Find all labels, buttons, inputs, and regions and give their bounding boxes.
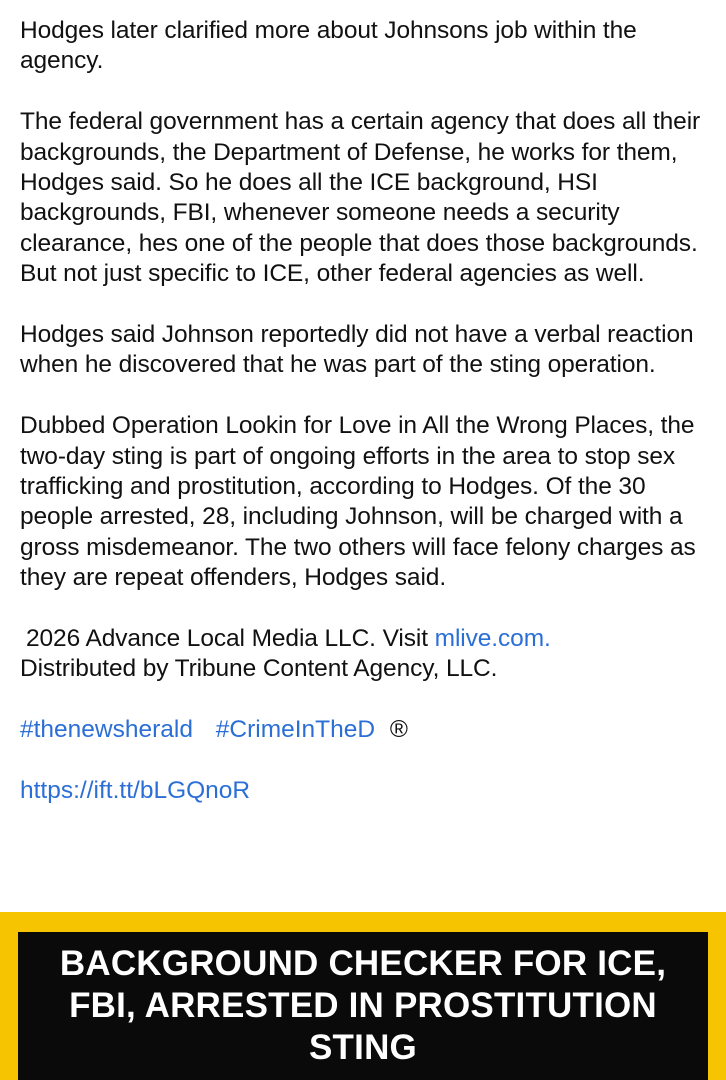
mlive-link[interactable]: mlive.com. bbox=[434, 625, 551, 653]
paragraph-3: Hodges said Johnson reportedly did not have a verbal reaction when he discovered that he was part of the sting operation. bbox=[20, 321, 694, 379]
paragraph-4: Dubbed Operation Lookin for Love in All the Wrong Places, the two-day sting is part of ongoing efforts in the area to stop sex trafficking and prostitution, according to Hodges. Of the 30 people arrested, 28, including Johnson, will be charged with a gross misdemeanor. The two others will face felony charges as they are repeat offenders, Hodges said. bbox=[20, 412, 696, 592]
hashtag-crimeinthed[interactable]: #CrimeInTheD bbox=[215, 716, 376, 744]
headline-text: BACKGROUND CHECKER FOR ICE, FBI, ARRESTED IN PROSTITUTION STING bbox=[59, 944, 667, 1067]
credit-block bbox=[20, 624, 710, 685]
headline-banner bbox=[0, 912, 726, 1080]
short-url-link[interactable]: https://ift.tt/bLGQnoR bbox=[20, 777, 251, 805]
post-body bbox=[20, 16, 710, 806]
headline-box bbox=[18, 932, 708, 1080]
hashtag-row bbox=[20, 715, 710, 745]
registered-mark: ® bbox=[389, 716, 408, 744]
paragraph-1: Hodges later clarified more about Johnsons job within the agency. bbox=[20, 17, 637, 75]
paragraph-2: The federal government has a certain agency that does all their backgrounds, the Department of Defense, he works for them, Hodges said. So he does all the ICE background, HSI backgrounds, FBI, whenever someone needs a security clearance, hes one of the people that does those backgrounds. But not just specific to ICE, other federal agencies as well. bbox=[20, 108, 701, 288]
credit-text: 2026 Advance Local Media LLC. Visit bbox=[26, 625, 435, 653]
distributed-text: Distributed by Tribune Content Agency, LLC. bbox=[20, 655, 498, 683]
hashtag-thenewsherald[interactable]: #thenewsherald bbox=[20, 716, 193, 744]
